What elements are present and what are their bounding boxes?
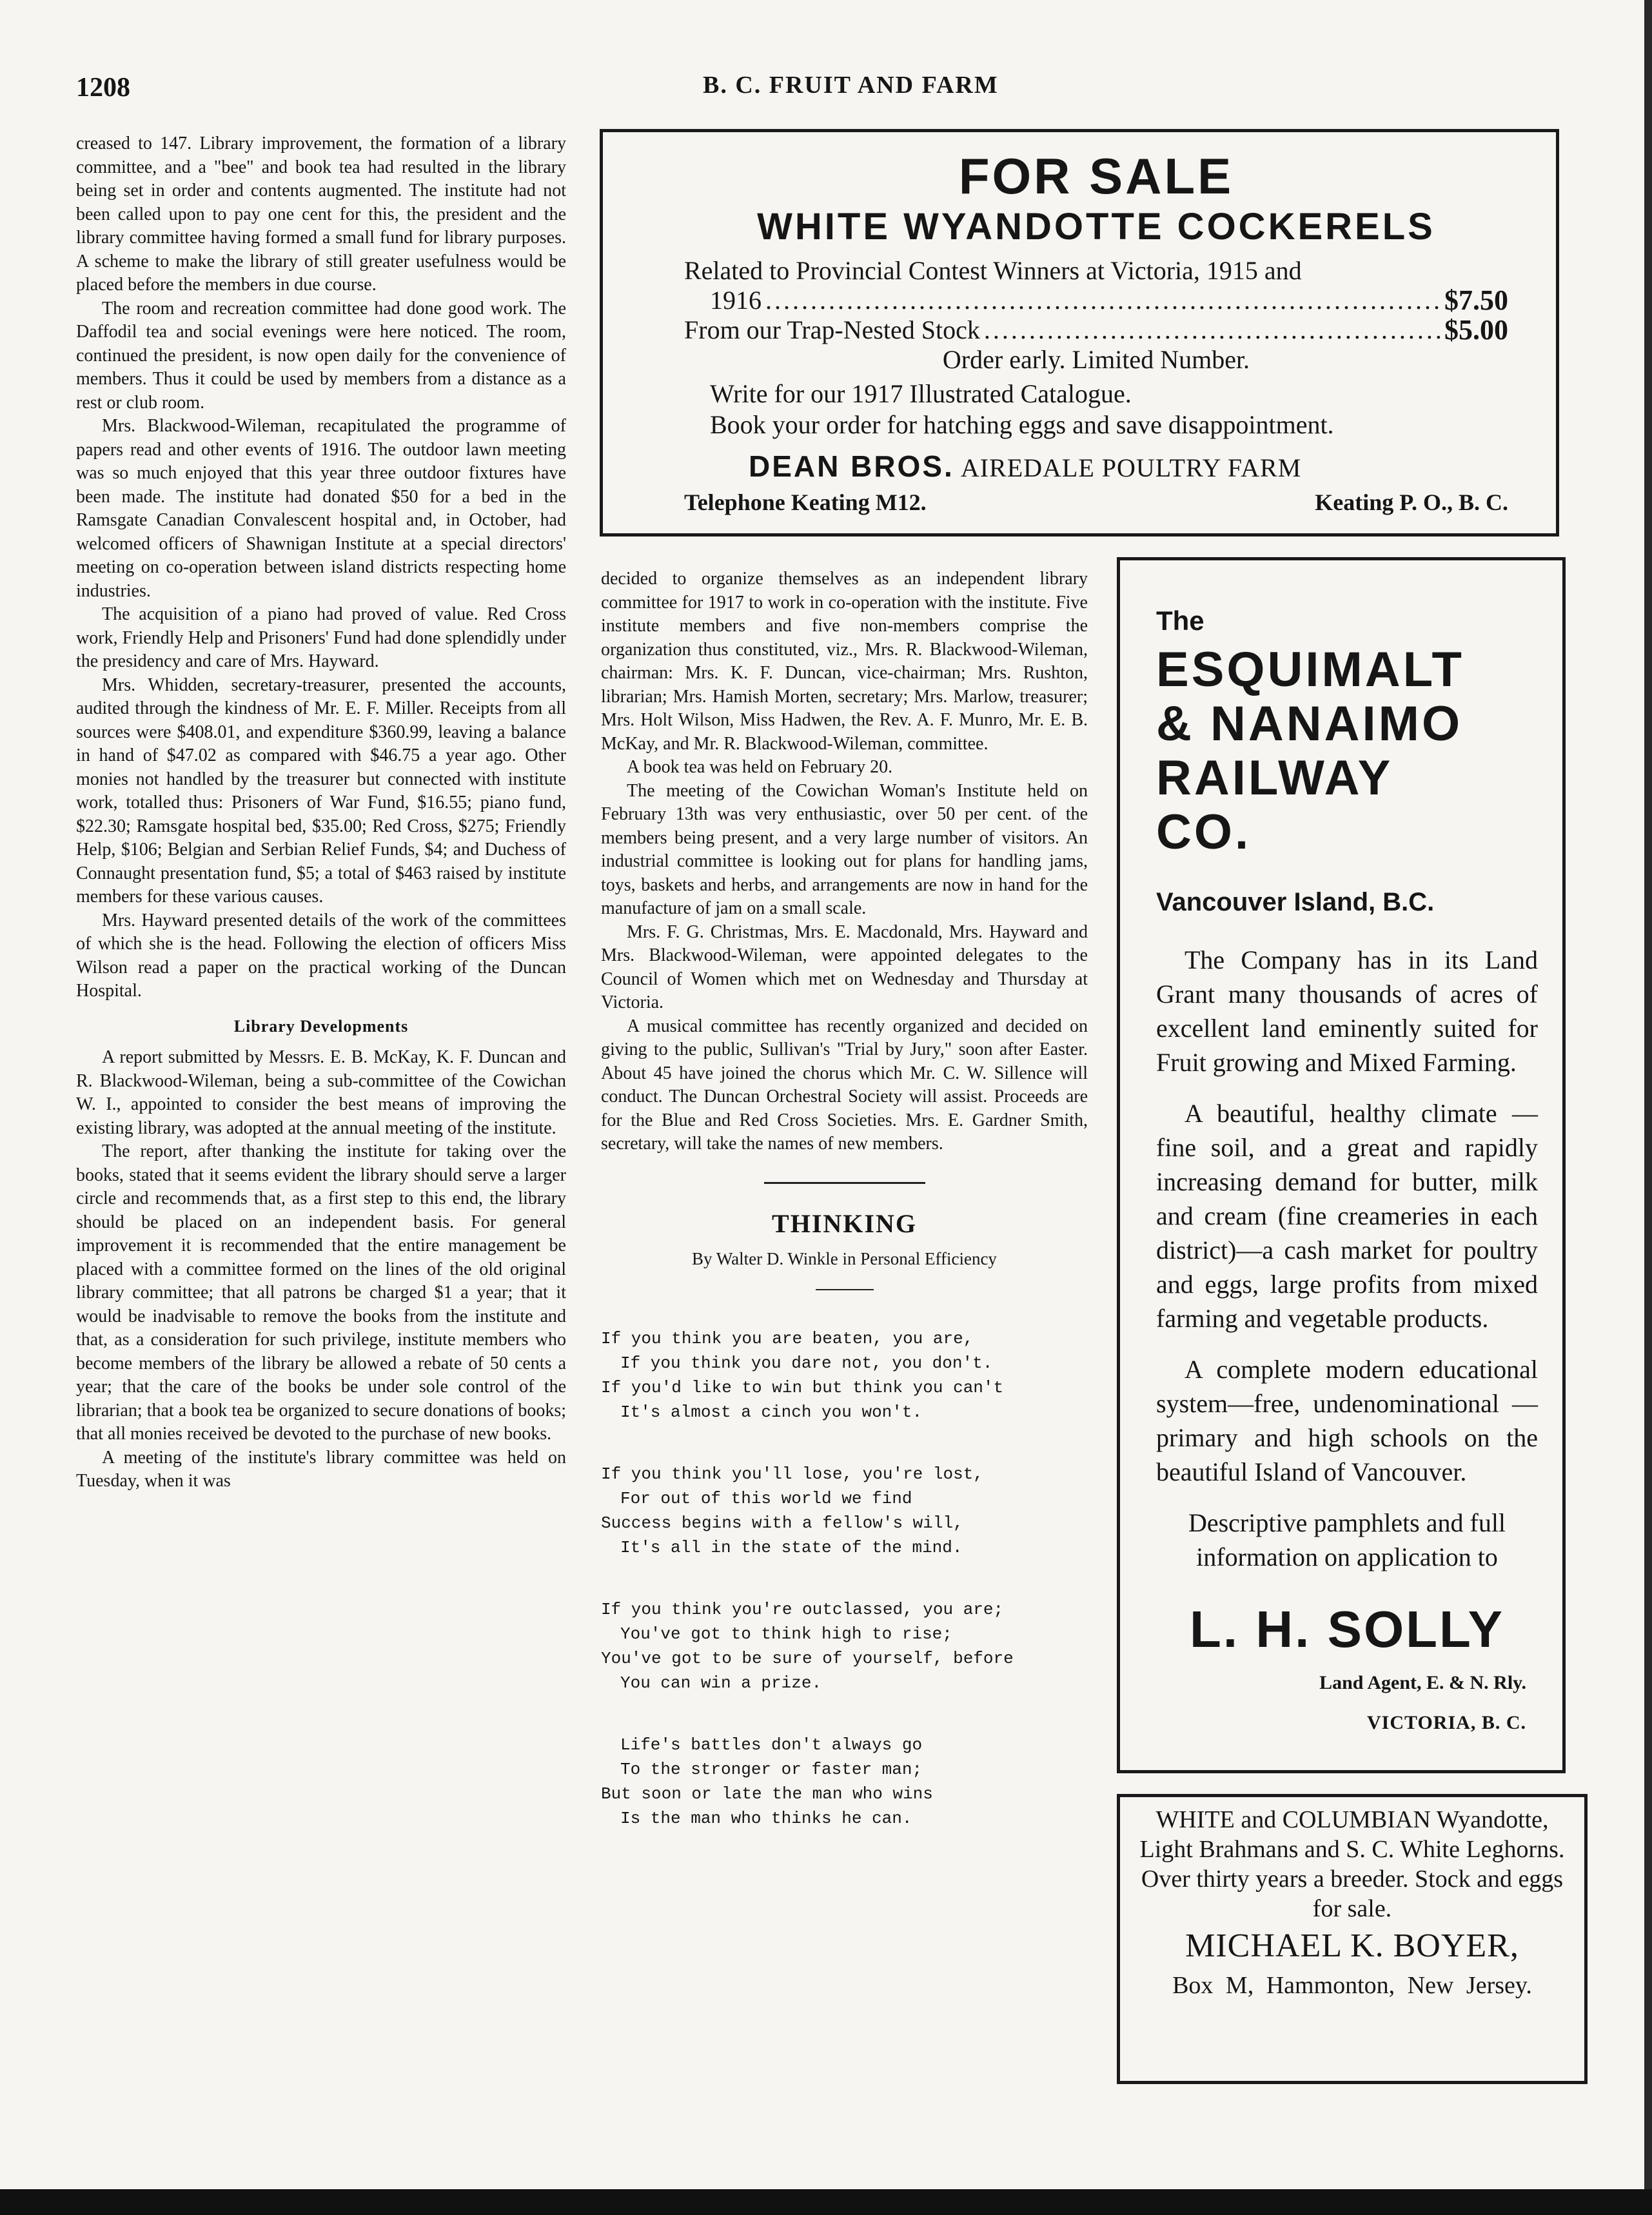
price-value: $5.00 — [1444, 314, 1508, 346]
article-paragraph: The report, after thanking the institute for taking over the books, stated that it seems evident the library should serve a larger circle and recommends that, as a first step to this end, the library should be placed on an independent basis. For general improvement it is recommended that the entire management be placed with a committee formed on the lines of the old original library committee; that all patrons be charged $1 a year; that it would be inadvisable to remove the books from the institute and that, as a consideration for such privilege, institute members who become members of the library be allowed a rebate of 50 cents a year; that the care of the books be under sole control of the librarian; that a book tea be organized to secure donations of books; that all monies received be devoted to the purchase of new books. — [76, 1141, 566, 1444]
poem-line: You've got to be sure of yourself, before — [601, 1648, 1014, 1668]
poem-line: If you think you are beaten, you are, — [601, 1328, 974, 1348]
poem-line: For out of this world we find — [620, 1488, 912, 1508]
poem-title: THINKING — [772, 1208, 917, 1238]
scan-edge-shadow — [0, 2189, 1652, 2215]
poem-line: If you think you'll lose, you're lost, — [601, 1464, 983, 1484]
poem-line: You can win a prize. — [620, 1673, 822, 1693]
company-name-line: ESQUIMALT — [1156, 642, 1464, 697]
brand-name: DEAN BROS. — [749, 449, 954, 483]
article-paragraph: A book tea was held on February 20. — [627, 757, 893, 777]
article-paragraph: A meeting of the institute's library committee was held on Tuesday, when it was — [76, 1447, 566, 1491]
article-paragraph: The room and recreation committee had done good work. The Daffodil tea and social evenings were here noticed. The room, continued the president, is now open daily for the convenience of members. Thus it could be used by members from a distance as a rest or club room. — [76, 298, 566, 413]
running-head: B. C. FRUIT AND FARM — [703, 72, 999, 99]
price-value: $7.50 — [1444, 284, 1508, 316]
scan-edge-shadow — [1644, 0, 1652, 2215]
poem-line: Is the man who thinks he can. — [620, 1808, 912, 1828]
ad-paragraph: A complete modern educational system—free, undenominational — primary and high schools on the beautiful Island of Vancouver. — [1156, 1355, 1538, 1486]
agent-name: L. H. SOLLY — [1190, 1600, 1504, 1658]
contact-row — [684, 489, 1508, 516]
article-paragraph: A report submitted by Messrs. E. B. McKay, K. F. Duncan and R. Blackwood-Wileman, being a sub-committee of the Cowichan W. I., appointed to consider the best means of improving the existing library, was adopted at the annual meeting of the institute. — [76, 1047, 566, 1138]
ad-line: Related to Provincial Contest Winners at Victoria, 1915 and — [684, 256, 1302, 285]
price-label: From our Trap-Nested Stock — [684, 315, 980, 344]
article-paragraph: creased to 147. Library improvement, the formation of a library committee, and a "bee" and book tea had resulted in the library being set in order and contents augmented. The institute had not been called upon to pay one cent for this, the president and the library committee having formed a small fund for library purposes. A scheme to make the library of still greater usefulness would be placed before the members in due course. — [76, 133, 566, 295]
leader-dots — [984, 315, 1441, 345]
poem-line: If you think you're outclassed, you are; — [601, 1599, 1004, 1619]
telephone: Telephone Keating M12. — [684, 489, 927, 515]
article-paragraph: Mrs. Blackwood-Wileman, recapitulated the programme of papers read and other events of 1916. The outdoor lawn meeting was so much enjoyed that this year three outdoor fixtures have been made. The institute had donated $50 for a bed in the Ramsgate Canadian Convalescent hospital and, in October, had welcomed officers of Shawnigan Institute at a special directors' meeting on co-operation between island districts respecting home industries. — [76, 416, 566, 601]
company-article: The — [1156, 605, 1205, 636]
article-paragraph: Mrs. Whidden, secretary-treasurer, presented the accounts, audited through the kindness of Mr. E. F. Miller. Receipts from all sources were $408.01, and expenditure $360.99, leaving a balance in hand of $47.02 as compared with $46.75 a year ago. Other monies not handled by the treasurer but connected with institute work, totalled thus: Prisoners of War Fund, $16.55; piano fund, $22.30; Ramsgate hospital bed, $35.00; Red Cross, $275; Friendly Help, $106; Belgian and Serbian Relief Funds, $4; and Duchess of Connaught presentation fund, $5; a total of $463 raised by institute members for these various causes. — [76, 674, 566, 907]
ad-headline: FOR SALE — [958, 148, 1234, 204]
breeder-address: Box M, Hammonton, New Jersey. — [1172, 1972, 1532, 1999]
poem-line: If you'd like to win but think you can't — [601, 1377, 1004, 1397]
article-paragraph: Mrs. Hayward presented details of the work of the committees of which she is the head. Following the election of officers Miss Wilson read a paper on the practical working of the Duncan Hospital. — [76, 910, 566, 1001]
poem — [601, 1326, 1088, 1831]
price-row — [684, 315, 1508, 345]
poem-line: You've got to think high to rise; — [620, 1624, 952, 1644]
company-name — [1156, 643, 1538, 860]
poem-byline: By Walter D. Winkle in Personal Efficiency — [692, 1249, 997, 1268]
postal-address: Keating P. O., B. C. — [1315, 489, 1508, 515]
ad-paragraph: The Company has in its Land Grant many thousands of acres of excellent land eminently suited for Fruit growing and Mixed Farming. — [1156, 945, 1538, 1077]
page-number: 1208 — [76, 73, 130, 103]
farm-name: AIREDALE POULTRY FARM — [960, 453, 1302, 482]
poem-line: But soon or late the man who wins — [601, 1784, 933, 1804]
for-sale-advertisement — [600, 129, 1559, 537]
article-paragraph: decided to organize themselves as an independent library committee for 1917 to work in co-operation with the institute. Five institute members and five non-members comprise the organization thus constituted, viz., Mrs. R. Blackwood-Wileman, chairman: Mrs. K. F. Duncan, vice-chairman; Mrs. Rushton, librarian; Mrs. Hamish Morten, secretary; Mrs. Marlow, treasurer; Mrs. Holt Wilson, Miss Hadwen, the Rev. A. F. Munro, Mr. E. B. McKay, and Mr. R. Blackwood-Wileman, committee. — [601, 569, 1088, 754]
section-subheading: Library Developments — [233, 1016, 409, 1036]
poem-stanza — [601, 1462, 1088, 1560]
divider-rule — [816, 1289, 874, 1290]
ad-paragraph: A beautiful, healthy climate —fine soil, and a great and rapidly increasing demand for butter, milk and cream (fine creameries in each district)—a cash market for poultry and eggs, large profits from mixed farming and vegetable products. — [1156, 1099, 1538, 1333]
ad-text: WHITE and COLUMBIAN Wyandotte, Light Brahmans and S. C. White Leghorns. Over thirty years a breeder. Stock and eggs for sale. — [1139, 1806, 1565, 1922]
company-name-line: & NANAIMO — [1156, 696, 1463, 751]
poem-line: If you think you dare not, you don't. — [620, 1353, 993, 1373]
poem-line: It's almost a cinch you won't. — [620, 1402, 923, 1422]
ad-line: Book your order for hatching eggs and save disappointment. — [710, 410, 1334, 439]
article-column-left — [76, 132, 566, 1493]
article-paragraph: The acquisition of a piano had proved of value. Red Cross work, Friendly Help and Prisoners' Fund had done splendidly under the presidency and care of Mrs. Hayward. — [76, 604, 566, 671]
poem-stanza — [601, 1733, 1088, 1831]
article-paragraph: Mrs. F. G. Christmas, Mrs. E. Macdonald, Mrs. Hayward and Mrs. Blackwood-Wileman, were appointed delegates to the Council of Women which met on Wednesday and Thursday at Victoria. — [601, 921, 1088, 1012]
price-row — [684, 286, 1508, 315]
poem-line: To the stronger or faster man; — [620, 1759, 923, 1779]
poem-line: It's all in the state of the mind. — [620, 1537, 963, 1557]
railway-advertisement — [1117, 557, 1566, 1773]
agent-city: VICTORIA, B. C. — [1367, 1712, 1526, 1733]
leader-dots — [765, 286, 1441, 315]
poem-stanza — [601, 1326, 1088, 1424]
poultry-breeder-advertisement — [1117, 1794, 1588, 2084]
ad-closing: Descriptive pamphlets and full information on application to — [1188, 1508, 1506, 1571]
breeder-name: MICHAEL K. BOYER, — [1185, 1927, 1519, 1964]
ad-line: Write for our 1917 Illustrated Catalogue. — [710, 379, 1132, 408]
farm-row — [684, 451, 1508, 484]
price-label: 1916 — [710, 286, 762, 315]
company-name-line: RAILWAY — [1156, 751, 1393, 805]
poem-stanza — [601, 1597, 1088, 1695]
poem-line: Success begins with a fellow's will, — [601, 1513, 963, 1533]
divider-rule — [764, 1182, 925, 1184]
poem-line: Life's battles don't always go — [620, 1735, 923, 1755]
agent-role: Land Agent, E. & N. Rly. — [1319, 1672, 1526, 1693]
article-column-middle — [601, 567, 1088, 1831]
ad-subheadline: WHITE WYANDOTTE COCKERELS — [757, 206, 1435, 248]
article-paragraph: A musical committee has recently organized and decided on giving to the public, Sullivan's "Trial by Jury," soon after Easter. About 45 have joined the chorus which Mr. C. W. Sillence will conduct. The Duncan Orchestral Society will assist. Proceeds are for the Blue and Red Cross Societies. Mrs. E. Gardner Smith, secretary, will take the names of new members. — [601, 1016, 1088, 1154]
company-name-line: CO. — [1156, 805, 1252, 860]
company-location: Vancouver Island, B.C. — [1156, 888, 1435, 916]
article-paragraph: The meeting of the Cowichan Woman's Institute held on February 13th was very enthusiastic, over 50 per cent. of the members being present, and a very large number of visitors. An industrial committee is looking out for plans for handling jams, toys, baskets and herbs, and arrangements are now in hand for the manufacture of jam on a small scale. — [601, 780, 1088, 918]
ad-line: Order early. Limited Number. — [942, 345, 1250, 374]
